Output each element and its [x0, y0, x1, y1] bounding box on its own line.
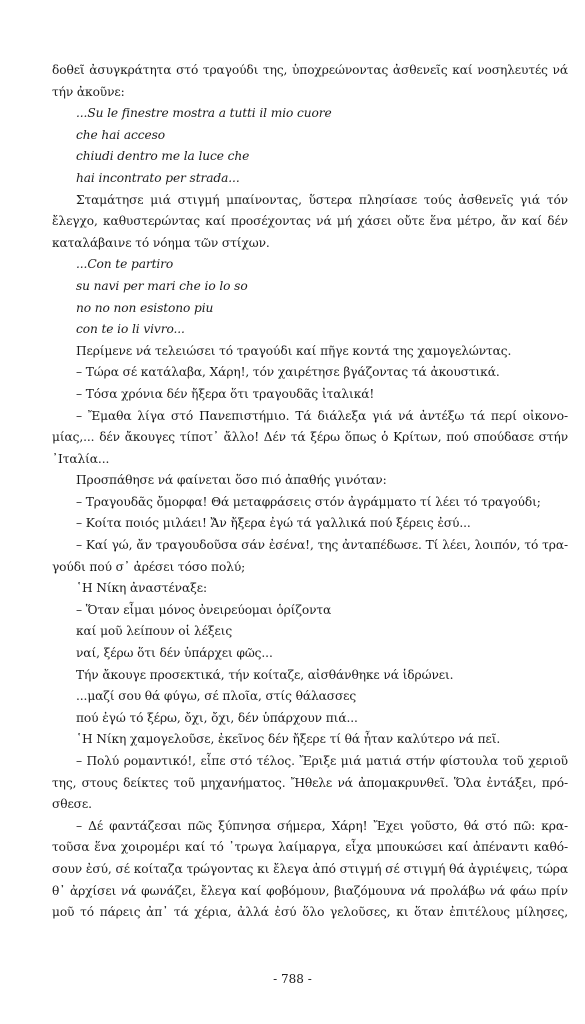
dialogue-line: – Τόσα χρόνια δέν ἤξερα ὅτι τραγουδᾶς ἰταλικά! [76, 386, 375, 401]
text-line: ᾽Ιταλία... [52, 451, 110, 466]
verse-line: no no non esistono piu [76, 300, 214, 315]
text-line: Περίμενε νά τελειώσει τό τραγούδι καί πῆγε κοντά της χαμογελώντας. [76, 343, 512, 358]
text-line: τήν ἀκοῦνε: [52, 84, 125, 99]
body-text [52, 60, 568, 924]
verse-line: ...μαζί σου θά φύγω, σέ πλοῖα, στίς θάλασσες [76, 689, 357, 704]
dialogue-line: – Καί γώ, ἄν τραγουδοῦσα σάν ἐσένα!, της ἀνταπέδωσε. Τί λέει, λοιπόν, τό τρα- [76, 538, 568, 553]
verse-line: ...Su le finestre mostra a tutti il mio cuore [76, 106, 332, 121]
text-line: σουν ἐσύ, σέ κοίταζα τρώγοντας κι ἔλεγα ἀπό στιγμή σέ στιγμή θά ἀγριέψεις, τώρα [52, 861, 568, 876]
verse-line: che hai acceso [76, 127, 165, 142]
verse-line: su navi per mari che io lo so [76, 278, 248, 293]
text-line: της, στους δείκτες τοῦ μηχανήματος. Ἤθελε νά ἀπομακρυνθεῖ. Ὅλα ἐντάξει, πρό- [52, 775, 568, 790]
verse-line: ...Con te partiro [76, 257, 174, 272]
text-line: μίας,... δέν ἄκουγες τίποτ᾽ ἄλλο! Δέν τά ξέρω ὅπως ὁ Κρίτων, πού σπούδασε στήν [52, 430, 568, 445]
text-line: ῾Η Νίκη ἀναστέναξε: [76, 581, 207, 596]
verse-line: con te io li vivro... [76, 322, 185, 337]
text-line: Τήν ἄκουγε προσεκτικά, τήν κοίταζε, αἰσθάνθηκε νά ἱδρώνει. [76, 667, 454, 682]
text-line: ῾Η Νίκη χαμογελοῦσε, ἐκεῖνος δέν ἤξερε τί θά ἦταν καλύτερο νά πεῖ. [76, 732, 501, 747]
text-line: γούδι πού σ᾽ ἀρέσει τόσο πολύ; [52, 559, 246, 574]
verse-line: hai incontrato per strada... [76, 170, 240, 185]
verse-line: καί μοῦ λείπουν οἱ λέξεις [76, 624, 233, 639]
text-line: καταλάβαινε τό νόημα τῶν στίχων. [52, 235, 270, 250]
text-line: μοῦ τό πάρεις ἀπ᾽ τά χέρια, ἀλλά ἐσύ ὅλο γελοῦσες, κι ὅταν ἐπιτέλους μίλησες, [52, 905, 568, 920]
verse-line: πού ἐγώ τό ξέρω, ὄχι, ὄχι, δέν ὑπάρχουν πιά... [76, 710, 358, 725]
text-line: Προσπάθησε νά φαίνεται ὅσο πιό ἀπαθής γινόταν: [76, 473, 387, 488]
text-line: δοθεῖ ἀσυγκράτητα στό τραγούδι της, ὑποχρεώνοντας ἀσθενεῖς καί νοσηλευτές νά [52, 63, 568, 77]
verse-line: chiudi dentro me la luce che [76, 149, 250, 164]
dialogue-line: – Ὅταν εἶμαι μόνος ὀνειρεύομαι ὁρίζοντα [76, 602, 332, 617]
text-line: θ᾽ ἀρχίσει νά φωνάζει, ἔλεγα καί φοβόμουν, βιαζόμουνα νά προλάβω νά φάω πρίν [52, 883, 568, 898]
text-line: Σταμάτησε μιά στιγμή μπαίνοντας, ὕστερα πλησίασε τούς ἀσθενεῖς γιά τόν [76, 192, 568, 207]
dialogue-line: – Τώρα σέ κατάλαβα, Χάρη!, τόν χαιρέτησε βγάζοντας τά ἀκουστικά. [76, 365, 500, 380]
dialogue-line: – Τραγουδᾶς ὄμορφα! Θά μεταφράσεις στόν ἀγράμματο τί λέει τό τραγούδι; [76, 494, 541, 509]
dialogue-line: – Δέ φαντάζεσαι πῶς ξύπνησα σήμερα, Χάρη! Ἔχει γοῦστο, θά στό πῶ: κρα- [76, 818, 568, 833]
page-number: - 788 - [273, 972, 312, 986]
text-line: ἔλεγχο, καθυστερώντας καί προσέχοντας νά μή χάσει οὔτε ἕνα μέτρο, ἄν καί δέν [52, 214, 568, 229]
verse-line: ναί, ξέρω ὅτι δέν ὑπάρχει φῶς... [76, 646, 273, 661]
dialogue-line: – Ἔμαθα λίγα στό Πανεπιστήμιο. Τά διάλεξα γιά νά ἀντέξω τά περί οἰκονο- [76, 408, 568, 423]
dialogue-line: – Πολύ ρομαντικό!, εἶπε στό τέλος. Ἔριξε μιά ματιά στήν φίστουλα τοῦ χεριοῦ [76, 754, 568, 768]
text-line: τοῦσα ἕνα χοιρομέρι καί τό ᾽τρωγα λαίμαργα, εἶχα μπουκώσει καί ἀπέναντι καθό- [52, 840, 568, 855]
dialogue-line: – Κοίτα ποιός μιλάει! Ἄν ἤξερα ἐγώ τά γαλλικά πού ξέρεις ἐσύ... [76, 516, 471, 531]
text-line: σθεσε. [52, 797, 92, 812]
